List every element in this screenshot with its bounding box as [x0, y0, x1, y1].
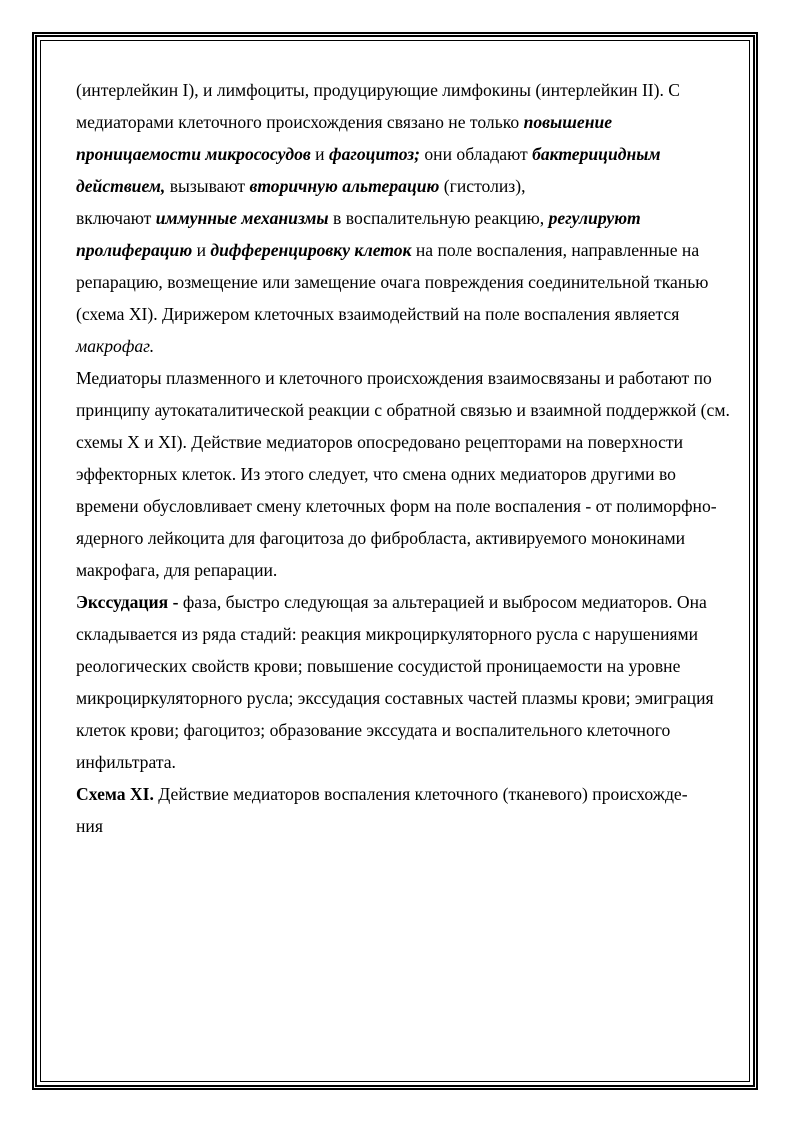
- italic-term: макрофаг.: [76, 336, 155, 356]
- emphasis: дифференцировку клеток: [210, 240, 412, 260]
- text: вызывают: [165, 176, 250, 196]
- text: фаза, быстро следующая за альтерацией и выбросом медиаторов. Она складывается из ряда стадий: реакция микроциркуляторного русла с нарушениями реологических свойств крови; повышение сосудистой проницаемости на уровне микроциркуляторного русла; экссудация составных частей плазмы крови; эмиграция клеток крови; фагоцитоз; образование экссудата и воспалительного клеточного инфильтрата.: [76, 592, 714, 772]
- text: они обладают: [419, 144, 533, 164]
- document-body: [76, 74, 736, 842]
- text: включают: [76, 208, 156, 228]
- text: и: [310, 144, 329, 164]
- paragraph-2: [76, 202, 736, 362]
- paragraph-6: ния: [76, 816, 103, 836]
- text: на поле воспаления, направленные на репарацию, возмещение или замещение очага повреждения соединительной тканью (схема XI). Дирижером клеточных взаимодействий на поле воспаления является: [76, 240, 709, 324]
- text: (интерлейкин I), и лимфоциты, продуцирующие лимфокины (интерлейкин II). С медиаторами клеточного происхождения связано не только: [76, 80, 681, 132]
- text: Действие медиаторов воспаления клеточного (тканевого) происхожде-: [153, 784, 688, 804]
- paragraph-1: [76, 74, 736, 202]
- scheme-label: Схема XI.: [76, 784, 154, 804]
- emphasis: фагоцитоз;: [328, 144, 420, 164]
- emphasis: повышение проницаемости микрососудов: [76, 112, 613, 164]
- emphasis: иммунные механизмы: [155, 208, 329, 228]
- text: и: [192, 240, 211, 260]
- emphasis: бактерицидным действием,: [76, 144, 661, 196]
- paragraph-5: [76, 778, 736, 810]
- text: (гистолиз),: [439, 176, 526, 196]
- term-heading: Экссудация: [76, 592, 169, 612]
- paragraph-3: Медиаторы плазменного и клеточного происхождения взаимосвязаны и работают по принципу аутокаталитической реакции с обратной связью и взаимной поддержкой (см. схемы X и XI). Действие медиаторов опосредовано рецепторами на поверхности эффекторных клеток. Из этого следует, что смена одних медиаторов другими во времени обусловливает смену клеточных форм на поле воспаления - от полиморфно-ядерного лейкоцита для фагоцитоза до фибробласта, активируемого монокинами макрофага, для репарации.: [76, 368, 730, 580]
- emphasis: регулируют пролиферацию: [76, 208, 641, 260]
- text: в воспалительную реакцию,: [328, 208, 549, 228]
- emphasis: вторичную альтерацию: [249, 176, 440, 196]
- dash: -: [168, 592, 179, 612]
- paragraph-4: [76, 586, 736, 778]
